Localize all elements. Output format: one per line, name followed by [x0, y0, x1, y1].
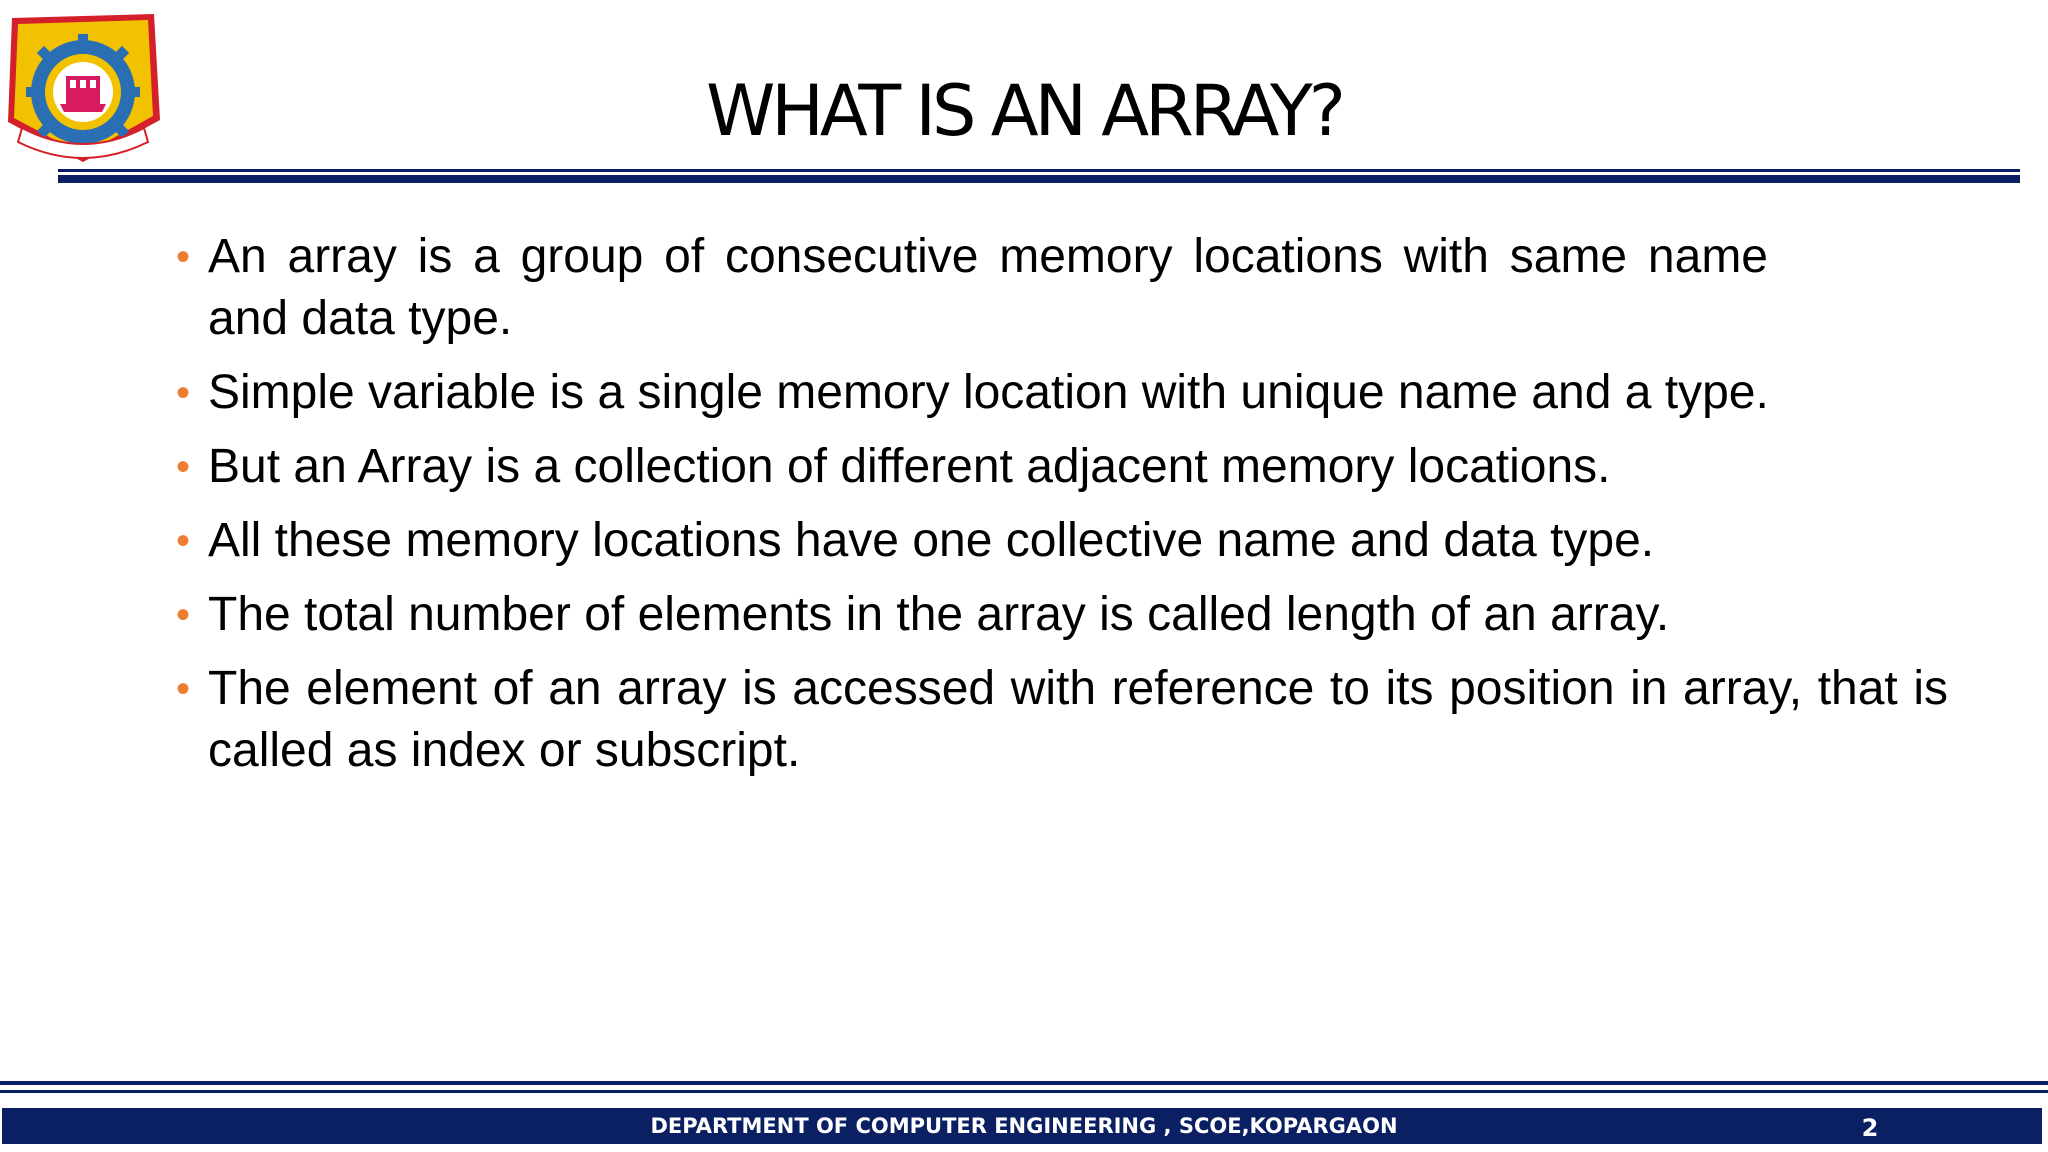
bullet-item	[176, 362, 1916, 424]
bullet-item	[176, 226, 1768, 350]
title-divider-thin	[58, 169, 2020, 172]
bullet-text: An array is a group of consecutive memory locations with same name and data type.	[208, 230, 1768, 345]
bullet-item	[176, 510, 1916, 572]
bullet-item	[176, 658, 1948, 782]
bullet-dot-icon: •	[176, 593, 191, 637]
bullet-list	[176, 226, 1948, 794]
bullet-dot-icon: •	[176, 235, 191, 279]
slide-title: WHAT IS AN ARRAY?	[706, 70, 1342, 152]
bullet-item	[176, 584, 1916, 646]
bullet-dot-icon: •	[176, 519, 191, 563]
footer-divider-thin	[0, 1081, 2048, 1085]
bullet-text: All these memory locations have one collective name and data type.	[208, 514, 1655, 567]
bullet-text: The element of an array is accessed with reference to its position in array, that is called as index or subscript.	[208, 662, 1948, 777]
bullet-text: But an Array is a collection of different adjacent memory locations.	[208, 440, 1611, 493]
bullet-dot-icon: •	[176, 371, 191, 415]
title-divider-thick	[58, 175, 2020, 183]
bullet-text: The total number of elements in the array is called length of an array.	[208, 588, 1670, 641]
footer-department: DEPARTMENT OF COMPUTER ENGINEERING , SCOE,KOPARGAON	[650, 1114, 1398, 1138]
bullet-dot-icon: •	[176, 667, 191, 711]
page-number: 2	[1861, 1114, 1879, 1142]
bullet-item	[176, 436, 1916, 498]
bullet-dot-icon: •	[176, 445, 191, 489]
bullet-text: Simple variable is a single memory location with unique name and a type.	[208, 366, 1769, 419]
footer-divider-thin-lower	[0, 1090, 2048, 1093]
